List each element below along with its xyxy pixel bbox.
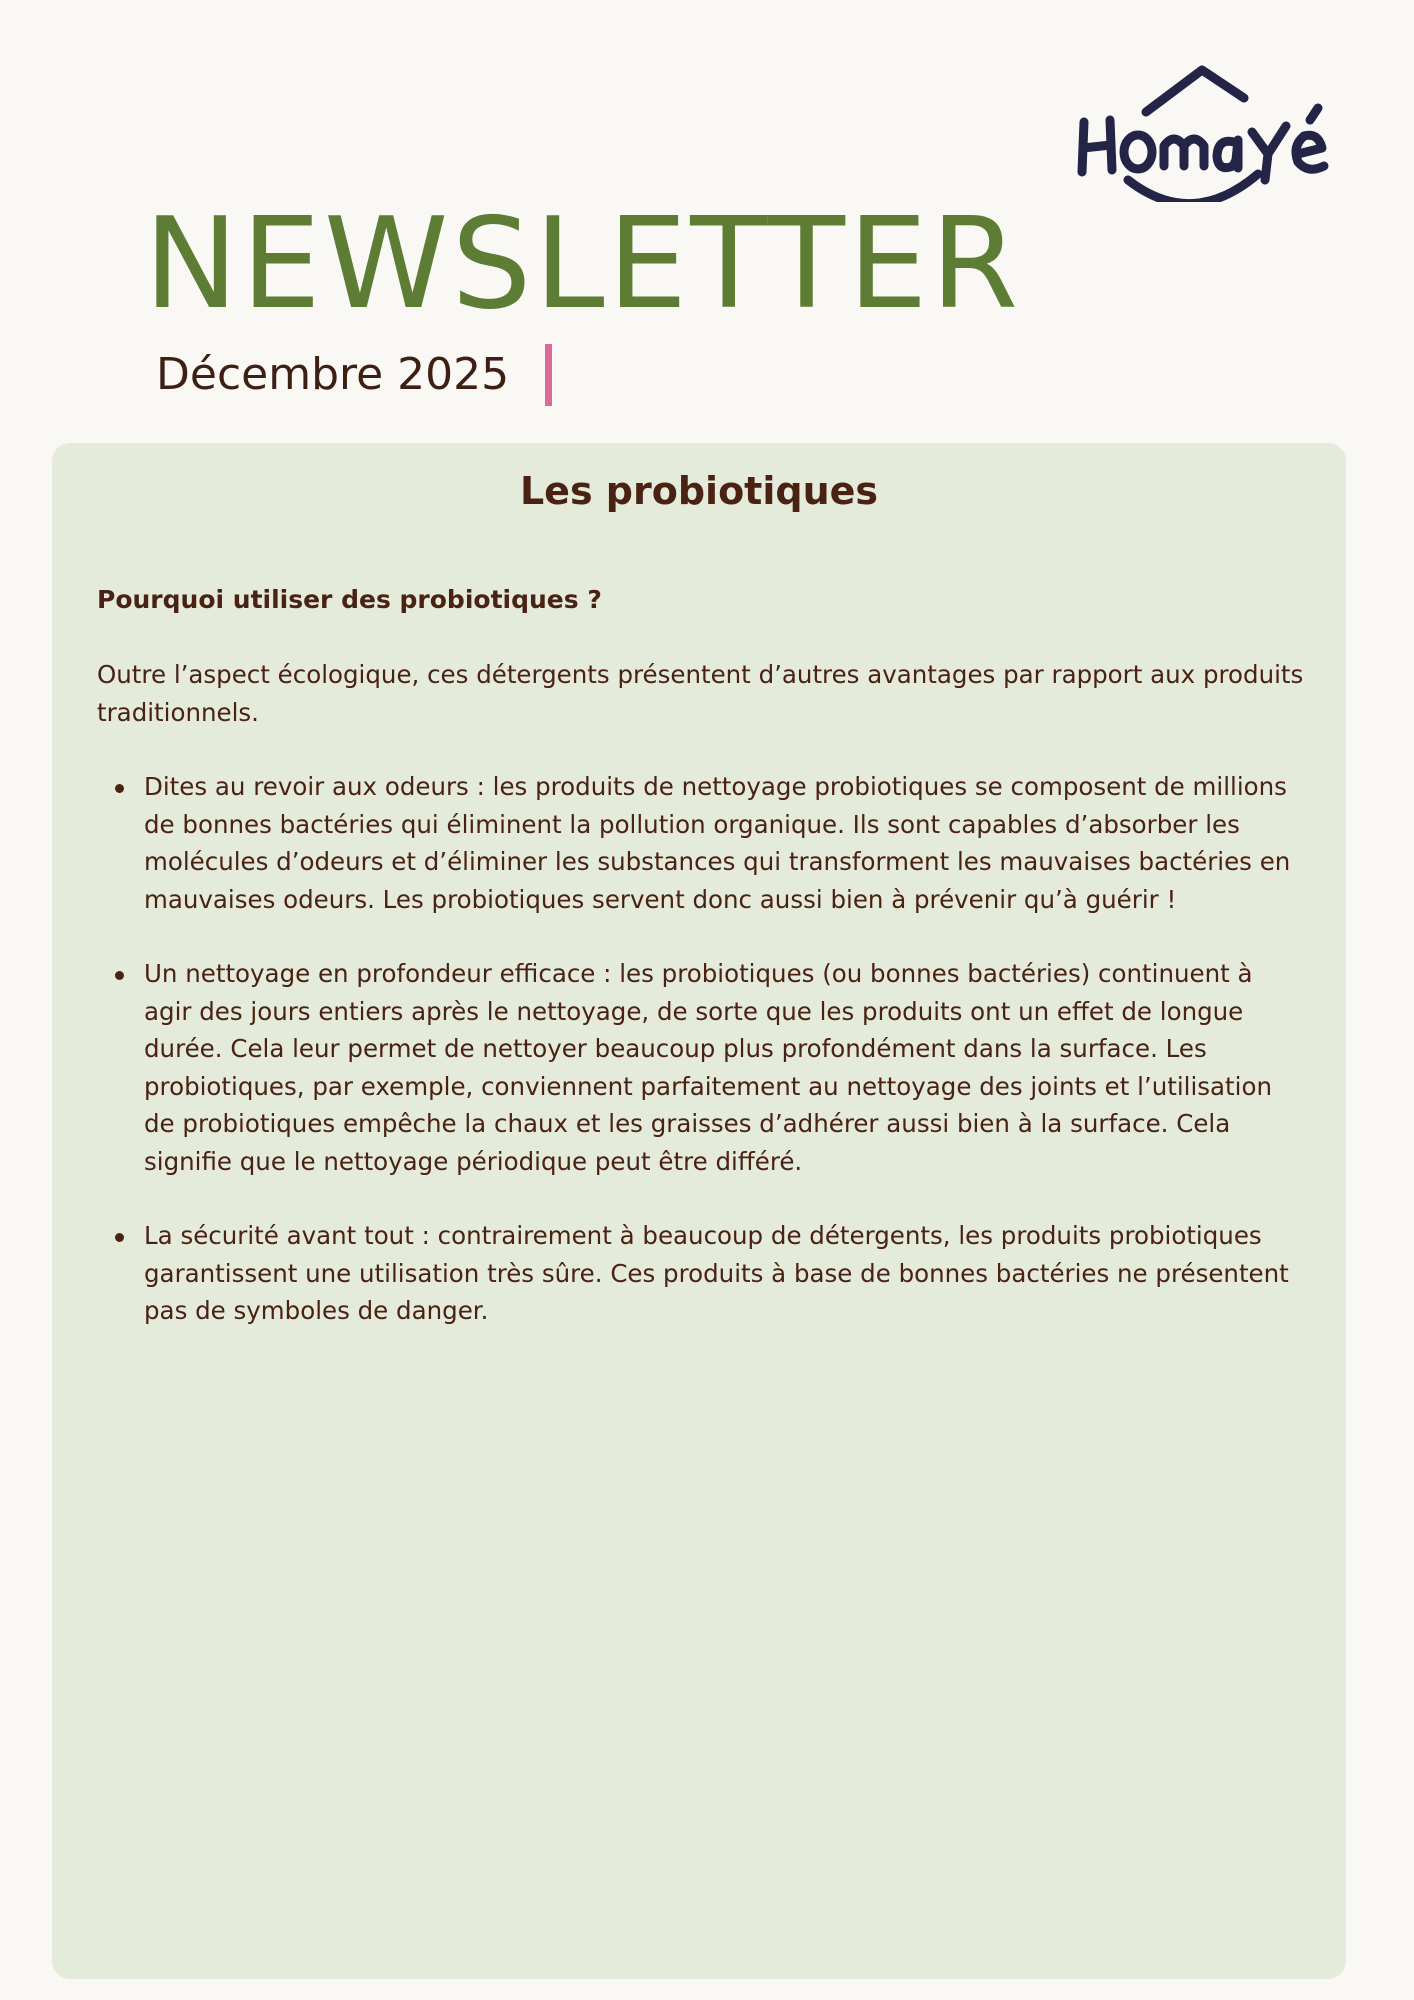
accent-divider xyxy=(545,344,552,406)
bullet-icon xyxy=(115,1233,124,1242)
list-item-text: Un nettoyage en profondeur efficace : les probiotiques (ou bonnes bactéries) continuent à agir des jours entiers après le nettoyage, de sorte que les produits ont un effet de longue durée. Cela leur permet de nettoyer beaucoup plus profondément dans la surface. Les probiotiques, par exemple, conviennent parfaitement au nettoyage des joints et l’utilisation de probiotiques empêche la chaux et les graisses d’adhérer aussi bien à la surface. Cela signifie que le nettoyage périodique peut être différé. xyxy=(144,959,1272,1176)
homaye-logo-icon xyxy=(1072,62,1352,202)
list-item xyxy=(144,955,1307,1180)
article-card xyxy=(52,443,1346,1979)
bullet-icon xyxy=(115,971,124,980)
bullet-icon xyxy=(115,784,124,793)
article-body xyxy=(97,581,1307,1367)
issue-date: Décembre 2025 xyxy=(156,349,510,400)
issue-date-row xyxy=(156,342,552,408)
article-title: Les probiotiques xyxy=(519,469,879,513)
benefits-list xyxy=(97,768,1307,1330)
article-subheading: Pourquoi utiliser des probiotiques ? xyxy=(97,585,602,614)
newsletter-title: NEWSLETTER xyxy=(144,190,1022,337)
list-item xyxy=(144,768,1307,918)
list-item xyxy=(144,1217,1307,1330)
brand-logo xyxy=(1072,62,1352,202)
article-intro: Outre l’aspect écologique, ces détergents présentent d’autres avantages par rapport aux produits traditionnels. xyxy=(97,660,1304,727)
list-item-text: Dites au revoir aux odeurs : les produits de nettoyage probiotiques se composent de millions de bonnes bactéries qui éliminent la pollution organique. Ils sont capables d’absorber les molécules d’odeurs et d’éliminer les substances qui transforment les mauvaises bactéries en mauvaises odeurs. Les probiotiques servent donc aussi bien à prévenir qu’à guérir ! xyxy=(144,772,1291,914)
list-item-text: La sécurité avant tout : contrairement à beaucoup de détergents, les produits probiotiques garantissent une utilisation très sûre. Ces produits à base de bonnes bactéries ne présentent pas de symboles de danger. xyxy=(144,1221,1289,1325)
